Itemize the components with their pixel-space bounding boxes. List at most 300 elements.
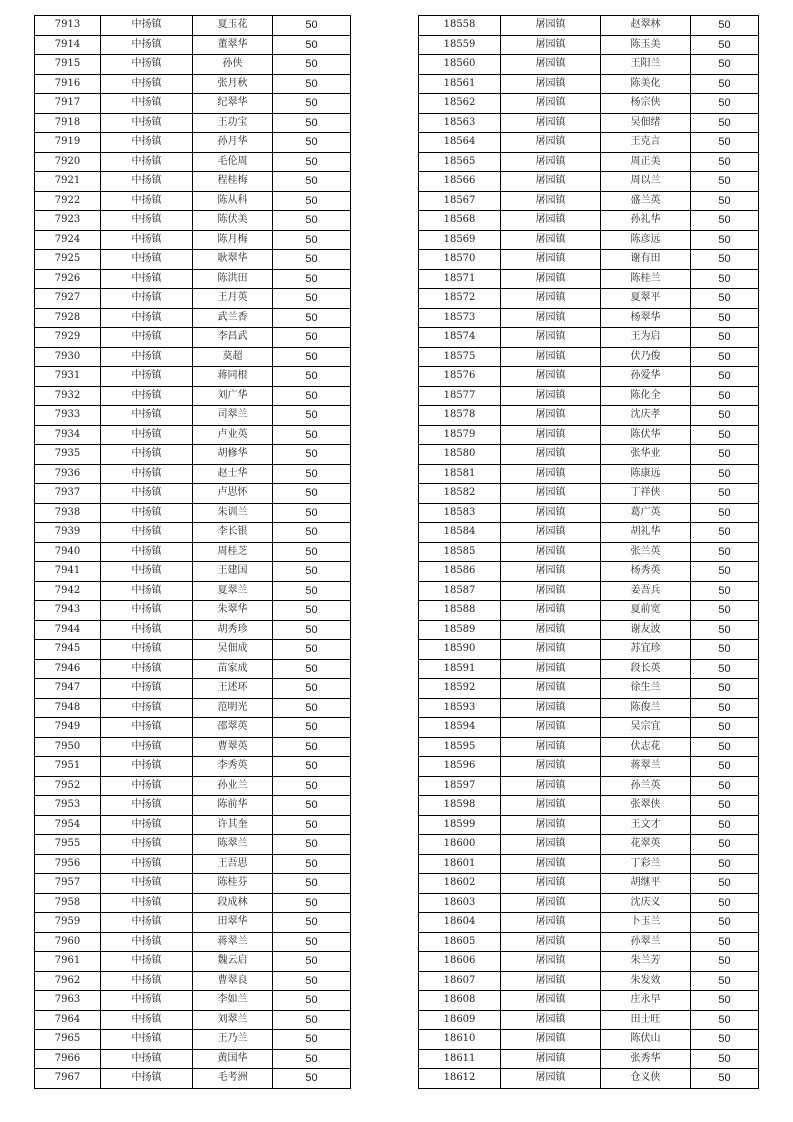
table-row <box>419 718 759 738</box>
town-name-cell: 屠园镇 <box>501 562 601 582</box>
record-id-cell: 18587 <box>419 581 501 601</box>
record-id-cell: 18591 <box>419 659 501 679</box>
amount-cell: 50 <box>273 445 351 465</box>
town-name-cell: 中扬镇 <box>101 893 193 913</box>
town-name-cell: 屠园镇 <box>501 269 601 289</box>
record-id-cell: 7956 <box>35 854 101 874</box>
table-row <box>35 562 351 582</box>
person-name-cell: 吴宗宜 <box>601 718 691 738</box>
record-id-cell: 7928 <box>35 308 101 328</box>
town-name-cell: 屠园镇 <box>501 172 601 192</box>
person-name-cell: 夏玉花 <box>193 16 273 36</box>
amount-cell: 50 <box>273 250 351 270</box>
amount-cell: 50 <box>691 952 759 972</box>
amount-cell: 50 <box>691 347 759 367</box>
table-row <box>35 542 351 562</box>
person-name-cell: 夏前宽 <box>601 601 691 621</box>
town-name-cell: 屠园镇 <box>501 55 601 75</box>
town-name-cell: 屠园镇 <box>501 133 601 153</box>
town-name-cell: 屠园镇 <box>501 815 601 835</box>
person-name-cell: 杨翠华 <box>601 308 691 328</box>
table-row <box>35 815 351 835</box>
amount-cell: 50 <box>691 718 759 738</box>
record-id-cell: 18582 <box>419 484 501 504</box>
amount-cell: 50 <box>691 211 759 231</box>
table-row <box>419 406 759 426</box>
person-name-cell: 沈庆孝 <box>601 406 691 426</box>
record-id-cell: 7953 <box>35 796 101 816</box>
town-name-cell: 中扬镇 <box>101 367 193 387</box>
table-row <box>35 835 351 855</box>
town-name-cell: 屠园镇 <box>501 308 601 328</box>
town-name-cell: 中扬镇 <box>101 1030 193 1050</box>
table-row <box>419 874 759 894</box>
amount-cell: 50 <box>691 250 759 270</box>
amount-cell: 50 <box>273 133 351 153</box>
person-name-cell: 伏乃俊 <box>601 347 691 367</box>
town-name-cell: 中扬镇 <box>101 854 193 874</box>
table-row <box>419 230 759 250</box>
amount-cell: 50 <box>273 172 351 192</box>
amount-cell: 50 <box>691 269 759 289</box>
amount-cell: 50 <box>273 581 351 601</box>
town-name-cell: 中扬镇 <box>101 815 193 835</box>
amount-cell: 50 <box>691 971 759 991</box>
table-row <box>419 484 759 504</box>
person-name-cell: 朱发效 <box>601 971 691 991</box>
record-id-cell: 18607 <box>419 971 501 991</box>
record-id-cell: 18581 <box>419 464 501 484</box>
record-id-cell: 18579 <box>419 425 501 445</box>
town-name-cell: 中扬镇 <box>101 16 193 36</box>
record-id-cell: 18583 <box>419 503 501 523</box>
town-name-cell: 屠园镇 <box>501 74 601 94</box>
record-id-cell: 18604 <box>419 913 501 933</box>
record-id-cell: 7942 <box>35 581 101 601</box>
town-name-cell: 中扬镇 <box>101 562 193 582</box>
table-row <box>419 620 759 640</box>
amount-cell: 50 <box>691 55 759 75</box>
amount-cell: 50 <box>273 308 351 328</box>
record-id-cell: 18595 <box>419 737 501 757</box>
person-name-cell: 周正美 <box>601 152 691 172</box>
town-name-cell: 屠园镇 <box>501 1030 601 1050</box>
table-row <box>35 640 351 660</box>
record-id-cell: 7925 <box>35 250 101 270</box>
table-row <box>35 386 351 406</box>
amount-cell: 50 <box>691 1030 759 1050</box>
table-row <box>419 796 759 816</box>
record-id-cell: 7921 <box>35 172 101 192</box>
record-id-cell: 18562 <box>419 94 501 114</box>
record-id-cell: 18600 <box>419 835 501 855</box>
table-row <box>35 425 351 445</box>
amount-cell: 50 <box>691 1049 759 1069</box>
table-row <box>35 737 351 757</box>
amount-cell: 50 <box>691 464 759 484</box>
person-name-cell: 张兰英 <box>601 542 691 562</box>
town-name-cell: 屠园镇 <box>501 601 601 621</box>
table-row <box>35 367 351 387</box>
amount-cell: 50 <box>691 1069 759 1089</box>
record-id-cell: 7951 <box>35 757 101 777</box>
record-id-cell: 7967 <box>35 1069 101 1089</box>
amount-cell: 50 <box>273 484 351 504</box>
record-id-cell: 18584 <box>419 523 501 543</box>
person-name-cell: 李长银 <box>193 523 273 543</box>
table-row <box>35 133 351 153</box>
person-name-cell: 范明光 <box>193 698 273 718</box>
town-name-cell: 屠园镇 <box>501 152 601 172</box>
table-row <box>419 737 759 757</box>
table-row <box>35 1030 351 1050</box>
record-id-cell: 7952 <box>35 776 101 796</box>
amount-cell: 50 <box>691 581 759 601</box>
table-row <box>35 932 351 952</box>
amount-cell: 50 <box>273 1069 351 1089</box>
person-name-cell: 程桂梅 <box>193 172 273 192</box>
amount-cell: 50 <box>691 289 759 309</box>
table-row <box>35 776 351 796</box>
table-row <box>35 406 351 426</box>
record-id-cell: 18610 <box>419 1030 501 1050</box>
amount-cell: 50 <box>273 94 351 114</box>
table-row <box>35 679 351 699</box>
table-row <box>419 776 759 796</box>
amount-cell: 50 <box>691 620 759 640</box>
record-id-cell: 18590 <box>419 640 501 660</box>
person-name-cell: 陈玉美 <box>601 35 691 55</box>
table-row <box>419 562 759 582</box>
town-name-cell: 屠园镇 <box>501 464 601 484</box>
amount-cell: 50 <box>691 172 759 192</box>
person-name-cell: 董翠华 <box>193 35 273 55</box>
town-name-cell: 中扬镇 <box>101 874 193 894</box>
table-row <box>35 913 351 933</box>
town-name-cell: 中扬镇 <box>101 1010 193 1030</box>
person-name-cell: 蒋翠兰 <box>601 757 691 777</box>
table-row <box>35 1049 351 1069</box>
record-id-cell: 18612 <box>419 1069 501 1089</box>
record-id-cell: 7937 <box>35 484 101 504</box>
amount-cell: 50 <box>273 1010 351 1030</box>
record-id-cell: 7923 <box>35 211 101 231</box>
town-name-cell: 屠园镇 <box>501 581 601 601</box>
town-name-cell: 中扬镇 <box>101 932 193 952</box>
person-name-cell: 孙礼华 <box>601 211 691 231</box>
town-name-cell: 屠园镇 <box>501 640 601 660</box>
record-id-cell: 18564 <box>419 133 501 153</box>
record-id-cell: 18571 <box>419 269 501 289</box>
table-row <box>35 854 351 874</box>
amount-cell: 50 <box>273 835 351 855</box>
record-id-cell: 18596 <box>419 757 501 777</box>
town-name-cell: 中扬镇 <box>101 523 193 543</box>
table-row <box>35 464 351 484</box>
person-name-cell: 张华业 <box>601 445 691 465</box>
town-name-cell: 屠园镇 <box>501 289 601 309</box>
person-name-cell: 周桂芝 <box>193 542 273 562</box>
person-name-cell: 杨秀英 <box>601 562 691 582</box>
town-name-cell: 屠园镇 <box>501 854 601 874</box>
town-name-cell: 屠园镇 <box>501 698 601 718</box>
table-row <box>419 269 759 289</box>
person-name-cell: 孙翠兰 <box>601 932 691 952</box>
table-row <box>419 815 759 835</box>
person-name-cell: 胡秀珍 <box>193 620 273 640</box>
town-name-cell: 中扬镇 <box>101 542 193 562</box>
person-name-cell: 谢有田 <box>601 250 691 270</box>
table-row <box>35 172 351 192</box>
table-row <box>35 1010 351 1030</box>
record-id-cell: 7924 <box>35 230 101 250</box>
table-row <box>419 16 759 36</box>
person-name-cell: 庄永早 <box>601 991 691 1011</box>
amount-cell: 50 <box>691 698 759 718</box>
person-name-cell: 陈化全 <box>601 386 691 406</box>
person-name-cell: 苏宜珍 <box>601 640 691 660</box>
table-row <box>35 484 351 504</box>
amount-cell: 50 <box>691 815 759 835</box>
table-row <box>35 503 351 523</box>
amount-cell: 50 <box>273 406 351 426</box>
record-id-cell: 18586 <box>419 562 501 582</box>
town-name-cell: 中扬镇 <box>101 737 193 757</box>
table-row <box>419 835 759 855</box>
town-name-cell: 屠园镇 <box>501 718 601 738</box>
record-id-cell: 18601 <box>419 854 501 874</box>
table-row <box>419 913 759 933</box>
record-id-cell: 18560 <box>419 55 501 75</box>
record-id-cell: 7926 <box>35 269 101 289</box>
town-name-cell: 中扬镇 <box>101 464 193 484</box>
record-id-cell: 7932 <box>35 386 101 406</box>
amount-cell: 50 <box>691 757 759 777</box>
record-id-cell: 18578 <box>419 406 501 426</box>
town-name-cell: 屠园镇 <box>501 835 601 855</box>
amount-cell: 50 <box>691 74 759 94</box>
town-name-cell: 屠园镇 <box>501 1049 601 1069</box>
amount-cell: 50 <box>691 191 759 211</box>
record-id-cell: 7929 <box>35 328 101 348</box>
person-name-cell: 丁祥侠 <box>601 484 691 504</box>
table-row <box>419 347 759 367</box>
record-id-cell: 7936 <box>35 464 101 484</box>
town-name-cell: 中扬镇 <box>101 835 193 855</box>
town-name-cell: 中扬镇 <box>101 757 193 777</box>
record-id-cell: 7931 <box>35 367 101 387</box>
amount-cell: 50 <box>691 991 759 1011</box>
town-name-cell: 屠园镇 <box>501 386 601 406</box>
record-id-cell: 7945 <box>35 640 101 660</box>
town-name-cell: 中扬镇 <box>101 640 193 660</box>
record-id-cell: 18565 <box>419 152 501 172</box>
left-table-body <box>35 16 351 1089</box>
record-id-cell: 18585 <box>419 542 501 562</box>
person-name-cell: 丁彩兰 <box>601 854 691 874</box>
record-id-cell: 7918 <box>35 113 101 133</box>
town-name-cell: 中扬镇 <box>101 250 193 270</box>
person-name-cell: 李昌武 <box>193 328 273 348</box>
record-id-cell: 7963 <box>35 991 101 1011</box>
person-name-cell: 姜吾兵 <box>601 581 691 601</box>
record-id-cell: 7933 <box>35 406 101 426</box>
record-id-cell: 7961 <box>35 952 101 972</box>
amount-cell: 50 <box>273 698 351 718</box>
amount-cell: 50 <box>273 464 351 484</box>
record-id-cell: 7954 <box>35 815 101 835</box>
amount-cell: 50 <box>273 542 351 562</box>
person-name-cell: 毛考洲 <box>193 1069 273 1089</box>
person-name-cell: 张月秋 <box>193 74 273 94</box>
town-name-cell: 中扬镇 <box>101 620 193 640</box>
table-row <box>35 1069 351 1089</box>
amount-cell: 50 <box>691 425 759 445</box>
town-name-cell: 中扬镇 <box>101 113 193 133</box>
amount-cell: 50 <box>691 796 759 816</box>
record-id-cell: 7957 <box>35 874 101 894</box>
table-row <box>419 601 759 621</box>
person-name-cell: 陈月梅 <box>193 230 273 250</box>
amount-cell: 50 <box>273 425 351 445</box>
town-name-cell: 屠园镇 <box>501 406 601 426</box>
person-name-cell: 孙月华 <box>193 133 273 153</box>
table-row <box>419 172 759 192</box>
record-id-cell: 7920 <box>35 152 101 172</box>
person-name-cell: 王阳兰 <box>601 55 691 75</box>
town-name-cell: 中扬镇 <box>101 406 193 426</box>
table-row <box>35 601 351 621</box>
record-id-cell: 18577 <box>419 386 501 406</box>
amount-cell: 50 <box>691 503 759 523</box>
town-name-cell: 中扬镇 <box>101 971 193 991</box>
record-id-cell: 18599 <box>419 815 501 835</box>
record-id-cell: 18570 <box>419 250 501 270</box>
town-name-cell: 中扬镇 <box>101 133 193 153</box>
table-row <box>419 211 759 231</box>
amount-cell: 50 <box>273 854 351 874</box>
amount-cell: 50 <box>691 1010 759 1030</box>
person-name-cell: 夏翠平 <box>601 289 691 309</box>
amount-cell: 50 <box>273 640 351 660</box>
table-row <box>419 971 759 991</box>
person-name-cell: 朱翠华 <box>193 601 273 621</box>
table-row <box>419 893 759 913</box>
amount-cell: 50 <box>691 328 759 348</box>
amount-cell: 50 <box>691 308 759 328</box>
town-name-cell: 屠园镇 <box>501 94 601 114</box>
record-id-cell: 18575 <box>419 347 501 367</box>
person-name-cell: 孙侠 <box>193 55 273 75</box>
table-row <box>419 94 759 114</box>
town-name-cell: 中扬镇 <box>101 308 193 328</box>
table-row <box>419 386 759 406</box>
person-name-cell: 王述环 <box>193 679 273 699</box>
amount-cell: 50 <box>273 1049 351 1069</box>
town-name-cell: 中扬镇 <box>101 211 193 231</box>
town-name-cell: 中扬镇 <box>101 484 193 504</box>
person-name-cell: 段成林 <box>193 893 273 913</box>
person-name-cell: 赵翠林 <box>601 16 691 36</box>
town-name-cell: 中扬镇 <box>101 659 193 679</box>
amount-cell: 50 <box>273 952 351 972</box>
table-row <box>419 308 759 328</box>
table-row <box>419 640 759 660</box>
table-row <box>35 250 351 270</box>
record-id-cell: 18566 <box>419 172 501 192</box>
amount-cell: 50 <box>273 718 351 738</box>
amount-cell: 50 <box>273 659 351 679</box>
town-name-cell: 屠园镇 <box>501 484 601 504</box>
table-row <box>419 542 759 562</box>
person-name-cell: 杨宗侠 <box>601 94 691 114</box>
table-row <box>35 620 351 640</box>
record-id-cell: 7916 <box>35 74 101 94</box>
town-name-cell: 中扬镇 <box>101 94 193 114</box>
table-row <box>35 55 351 75</box>
left-roster-table <box>34 15 351 1089</box>
table-row <box>419 74 759 94</box>
record-id-cell: 7917 <box>35 94 101 114</box>
person-name-cell: 赵士华 <box>193 464 273 484</box>
table-row <box>35 347 351 367</box>
person-name-cell: 伏志花 <box>601 737 691 757</box>
town-name-cell: 屠园镇 <box>501 250 601 270</box>
amount-cell: 50 <box>273 757 351 777</box>
table-row <box>35 971 351 991</box>
person-name-cell: 邵翠英 <box>193 718 273 738</box>
person-name-cell: 陈翠兰 <box>193 835 273 855</box>
person-name-cell: 孙爱华 <box>601 367 691 387</box>
table-row <box>35 523 351 543</box>
person-name-cell: 仓义侠 <box>601 1069 691 1089</box>
table-row <box>419 1049 759 1069</box>
person-name-cell: 黄国华 <box>193 1049 273 1069</box>
record-id-cell: 7959 <box>35 913 101 933</box>
table-row <box>419 854 759 874</box>
person-name-cell: 段长英 <box>601 659 691 679</box>
record-id-cell: 18593 <box>419 698 501 718</box>
amount-cell: 50 <box>273 367 351 387</box>
person-name-cell: 苗家成 <box>193 659 273 679</box>
town-name-cell: 中扬镇 <box>101 74 193 94</box>
amount-cell: 50 <box>273 1030 351 1050</box>
table-row <box>35 308 351 328</box>
table-row <box>35 113 351 133</box>
amount-cell: 50 <box>273 601 351 621</box>
town-name-cell: 屠园镇 <box>501 659 601 679</box>
record-id-cell: 18598 <box>419 796 501 816</box>
record-id-cell: 7935 <box>35 445 101 465</box>
amount-cell: 50 <box>273 74 351 94</box>
record-id-cell: 18563 <box>419 113 501 133</box>
person-name-cell: 陈美化 <box>601 74 691 94</box>
town-name-cell: 屠园镇 <box>501 893 601 913</box>
town-name-cell: 屠园镇 <box>501 523 601 543</box>
record-id-cell: 7962 <box>35 971 101 991</box>
record-id-cell: 18561 <box>419 74 501 94</box>
record-id-cell: 7938 <box>35 503 101 523</box>
amount-cell: 50 <box>273 269 351 289</box>
person-name-cell: 莫超 <box>193 347 273 367</box>
town-name-cell: 屠园镇 <box>501 542 601 562</box>
town-name-cell: 屠园镇 <box>501 1010 601 1030</box>
record-id-cell: 18569 <box>419 230 501 250</box>
record-id-cell: 18572 <box>419 289 501 309</box>
record-id-cell: 7934 <box>35 425 101 445</box>
town-name-cell: 中扬镇 <box>101 386 193 406</box>
person-name-cell: 孙业兰 <box>193 776 273 796</box>
